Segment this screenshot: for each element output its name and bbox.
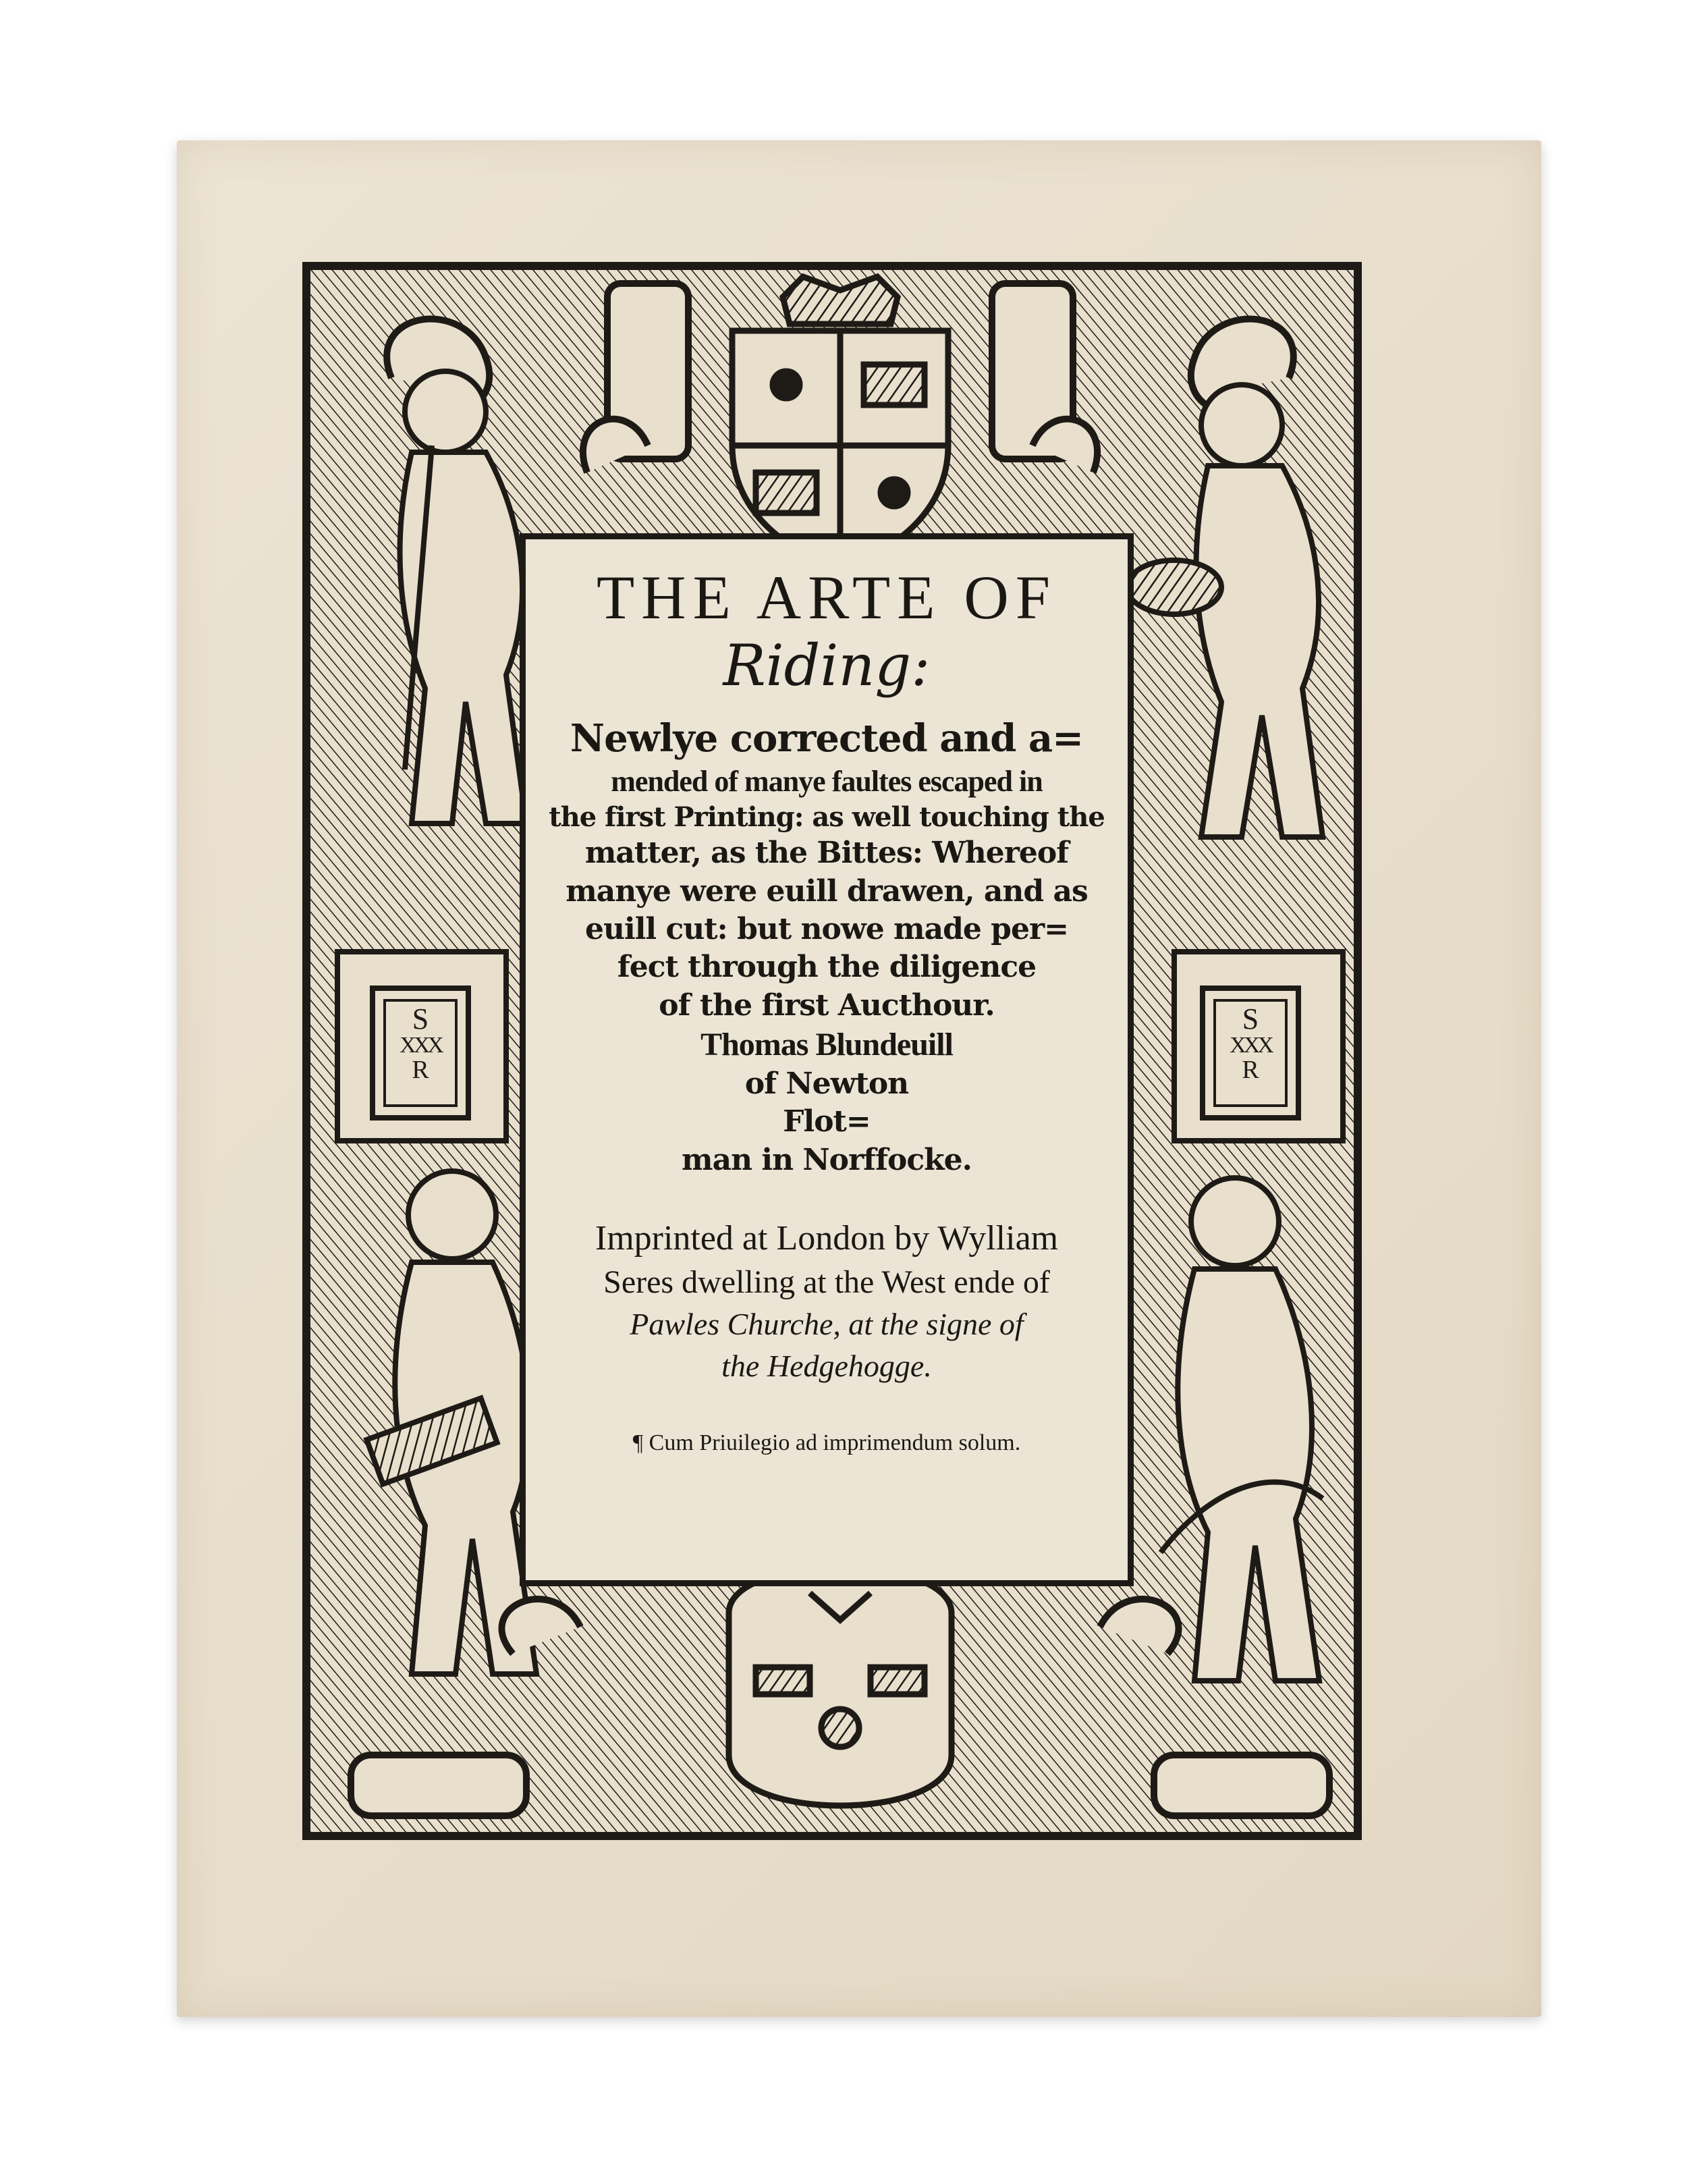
monogram-bottom-letter: R — [412, 1056, 429, 1084]
bottom-cartouche — [729, 1568, 952, 1806]
imprint-italic-line: the Hedgehogge. — [721, 1349, 932, 1384]
monogram-inner-frame — [383, 999, 458, 1107]
description-line: the first Printing: as well touching the — [549, 801, 1105, 834]
monogram-middle-letters: XXX — [1230, 1033, 1271, 1058]
description-line: manye were euill drawen, and as — [566, 873, 1088, 909]
imprint-italic-line: Pawles Churche, at the signe of — [630, 1306, 1024, 1341]
imprint-line: Seres dwelling at the West ende of — [603, 1264, 1050, 1300]
author-line: man in Norffocke. — [682, 1142, 972, 1177]
description-block — [549, 715, 1105, 1179]
monogram-right — [1200, 986, 1301, 1120]
imprint-line: Imprinted at London by Wylliam — [595, 1218, 1059, 1258]
privilege-line: ¶ Cum Priuilegio ad imprimendum solum. — [632, 1430, 1021, 1456]
monogram-top-letter: S — [1242, 1002, 1259, 1035]
description-line: mended of manye faultes escaped in — [611, 765, 1043, 799]
author-name: Thomas Blundeuill — [700, 1027, 953, 1062]
description-line: fect through the diligence — [617, 950, 1037, 985]
book-title-subject: Riding: — [723, 632, 931, 699]
description-line: euill cut: but nowe made per= — [585, 912, 1068, 947]
author-line: Flot= — [783, 1104, 871, 1139]
book-title: THE ARTE OF — [596, 563, 1057, 632]
description-line: matter, as the Bittes: Whereof — [584, 836, 1069, 871]
monogram-middle-letters: XXX — [400, 1033, 441, 1058]
description-line: of the first Aucthour. — [659, 988, 995, 1023]
monogram-left — [370, 986, 471, 1120]
description-line: Newlye corrected and a= — [570, 716, 1084, 761]
monogram-bottom-letter: R — [1242, 1056, 1259, 1084]
title-text-panel — [520, 533, 1134, 1586]
imprint-block — [526, 1216, 1128, 1387]
monogram-inner-frame — [1213, 999, 1288, 1107]
monogram-top-letter: S — [412, 1002, 429, 1035]
author-line: of Newton — [744, 1066, 909, 1101]
